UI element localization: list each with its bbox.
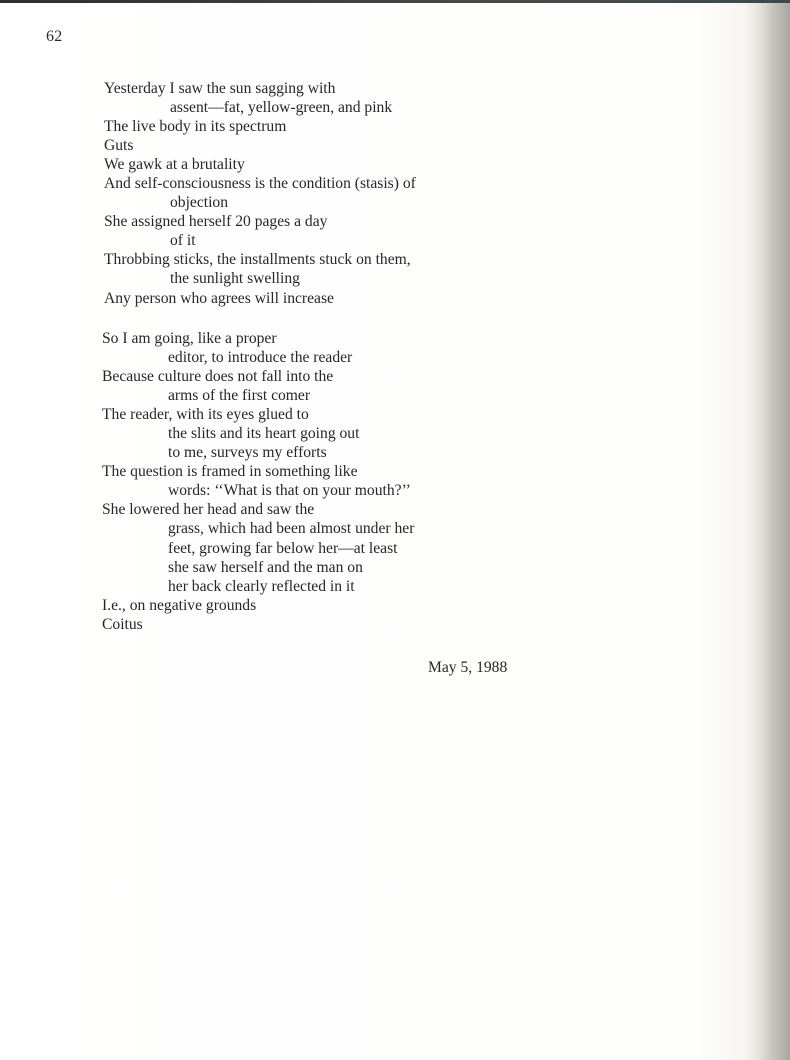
poem-line: The question is framed in something like <box>102 463 358 481</box>
poem-line: She assigned herself 20 pages a day <box>104 213 328 231</box>
poem-line: Any person who agrees will increase <box>104 289 334 307</box>
poem-line: objection <box>170 194 229 212</box>
poem-line: The live body in its spectrum <box>104 118 287 136</box>
poem-line: grass, which had been almost under her <box>168 520 415 538</box>
poem-line: Yesterday I saw the sun sagging with <box>104 80 336 97</box>
poem-line: She lowered her head and saw the <box>102 501 315 519</box>
poem-line: And self-consciousness is the condition (stasis) of <box>104 175 416 193</box>
page-top-edge <box>0 0 790 3</box>
poem-line: Coitus <box>102 615 143 633</box>
poem-line: of it <box>170 232 196 250</box>
poem-line: words: ‘‘What is that on your mouth?’’ <box>168 482 411 500</box>
poem-line: the slits and its heart going out <box>168 425 360 443</box>
poem-line: arms of the first comer <box>168 387 311 405</box>
poem-line: Throbbing sticks, the installments stuck on them, <box>104 251 411 269</box>
poem-line: the sunlight swelling <box>170 270 300 288</box>
poem-line: feet, growing far below her—at least <box>168 539 398 557</box>
poem-line: her back clearly reflected in it <box>168 577 355 595</box>
poem-line: Guts <box>104 137 134 155</box>
poem-line: I.e., on negative grounds <box>102 596 257 614</box>
poem-line: assent—fat, yellow-green, and pink <box>170 99 393 117</box>
poem-stanza-2 <box>102 329 414 634</box>
poem-line: So I am going, like a proper <box>102 330 277 347</box>
poem-stanza-1 <box>104 79 416 308</box>
poem-date: May 5, 1988 <box>428 659 508 676</box>
poem-line: Because culture does not fall into the <box>102 368 334 386</box>
poem-line: to me, surveys my efforts <box>168 444 327 462</box>
poem-line: she saw herself and the man on <box>168 558 363 576</box>
poem-line: We gawk at a brutality <box>104 156 245 174</box>
poem-line: The reader, with its eyes glued to <box>102 406 309 424</box>
page-number: 62 <box>46 28 63 45</box>
poem-line: editor, to introduce the reader <box>168 349 353 367</box>
